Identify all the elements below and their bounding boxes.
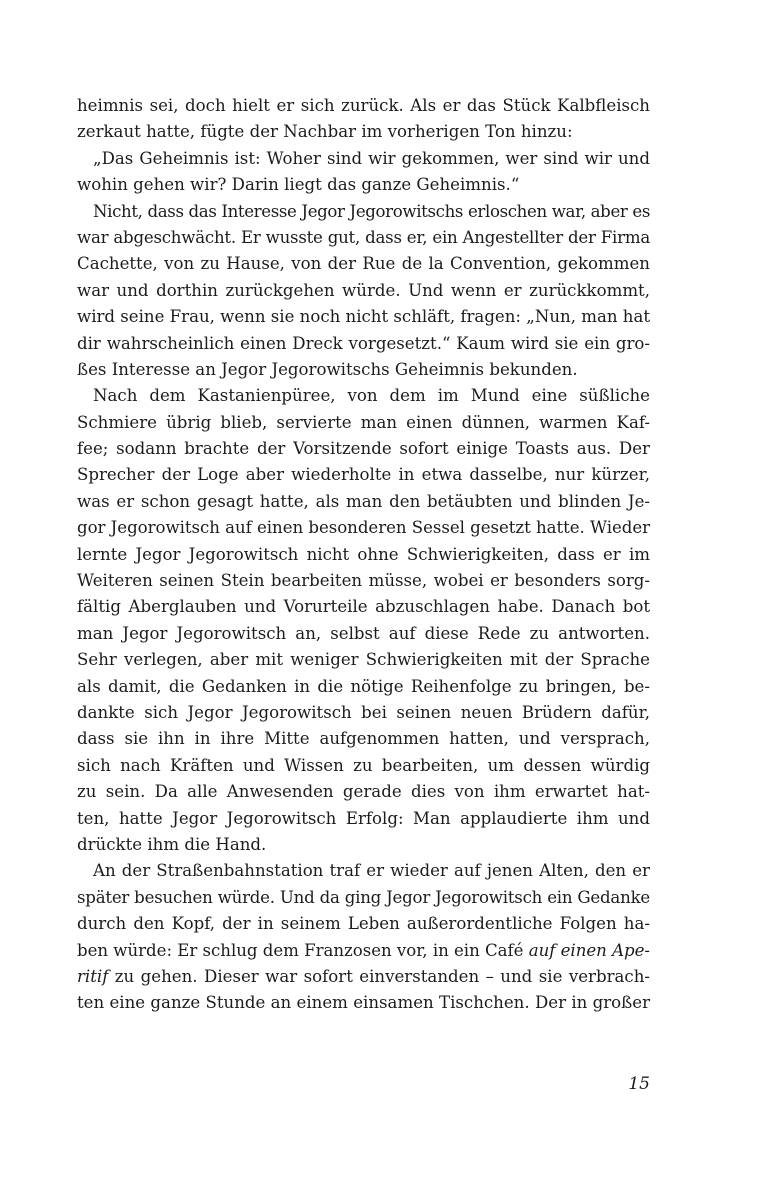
text-segment: Cachette, von zu Hause, von der Rue de la Convention, gekommen bbox=[77, 254, 650, 274]
text-segment: drückte ihm die Hand. bbox=[77, 834, 267, 854]
text-segment: An der Straßenbahnstation traf er wieder auf jenen Alten, den er bbox=[93, 861, 650, 881]
body-text bbox=[77, 93, 650, 1017]
text-line bbox=[77, 251, 650, 277]
text-segment: dass sie ihn in ihre Mitte aufgenommen hatten, und versprach, bbox=[77, 729, 650, 749]
text-line bbox=[77, 383, 650, 409]
text-segment: ten eine ganze Stunde an einem einsamen Tischchen. Der in großer bbox=[77, 993, 650, 1013]
text-line bbox=[77, 806, 650, 832]
text-segment: „Das Geheimnis ist: Woher sind wir gekommen, wer sind wir und bbox=[93, 148, 650, 168]
text-segment: zu sein. Da alle Anwesenden gerade dies von ihm erwartet hat- bbox=[77, 782, 650, 802]
text-line bbox=[77, 700, 650, 726]
italic-text: auf einen Ape- bbox=[528, 940, 651, 960]
page-number: 15 bbox=[628, 1074, 650, 1094]
text-segment: Weiteren seinen Stein bearbeiten müsse, wobei er besonders sorg- bbox=[77, 571, 650, 591]
text-line bbox=[77, 515, 650, 541]
text-line bbox=[77, 410, 650, 436]
text-line bbox=[77, 594, 650, 620]
text-segment: fältig Aberglauben und Vorurteile abzuschlagen habe. Danach bot bbox=[77, 597, 650, 617]
text-line bbox=[77, 489, 650, 515]
text-segment: Sprecher der Loge aber wiederholte in etwa dasselbe, nur kürzer, bbox=[77, 465, 650, 485]
italic-text: ritif bbox=[77, 966, 109, 986]
text-line bbox=[77, 911, 650, 937]
text-segment: fee; sodann brachte der Vorsitzende sofort einige Toasts aus. Der bbox=[77, 439, 650, 459]
text-line bbox=[77, 885, 650, 911]
text-segment: dir wahrscheinlich einen Dreck vorgesetzt.“ Kaum wird sie ein gro- bbox=[77, 333, 650, 353]
text-segment: zerkaut hatte, fügte der Nachbar im vorherigen Ton hinzu: bbox=[77, 122, 573, 142]
text-segment: man Jegor Jegorowitsch an, selbst auf diese Rede zu antworten. bbox=[77, 623, 650, 643]
text-segment: Schmiere übrig blieb, servierte man einen dünnen, warmen Kaf- bbox=[77, 412, 650, 432]
text-segment: ben würde: Er schlug dem Franzosen vor, in ein Café bbox=[77, 940, 529, 960]
text-segment: gor Jegorowitsch auf einen besonderen Sessel gesetzt hatte. Wieder bbox=[77, 518, 651, 538]
text-line bbox=[77, 753, 650, 779]
text-line bbox=[77, 304, 650, 330]
text-line bbox=[77, 568, 650, 594]
text-line bbox=[77, 357, 650, 383]
text-segment: wohin gehen wir? Darin liegt das ganze Geheimnis.“ bbox=[77, 175, 520, 195]
text-line bbox=[77, 964, 650, 990]
text-line bbox=[77, 436, 650, 462]
text-segment: Nicht, dass das Interesse Jegor Jegorowitschs erloschen war, aber es bbox=[93, 201, 651, 221]
text-segment: durch den Kopf, der in seinem Leben außerordentliche Folgen ha- bbox=[77, 914, 650, 934]
text-segment: wird seine Frau, wenn sie noch nicht schläft, fragen: „Nun, man hat bbox=[77, 307, 651, 327]
text-line bbox=[77, 647, 650, 673]
text-line bbox=[77, 331, 650, 357]
text-segment: was er schon gesagt hatte, als man den betäubten und blinden Je- bbox=[77, 491, 650, 511]
text-line bbox=[77, 225, 650, 251]
text-line bbox=[77, 93, 650, 119]
text-segment: ten, hatte Jegor Jegorowitsch Erfolg: Man applaudierte ihm und bbox=[77, 808, 650, 828]
text-segment: lernte Jegor Jegorowitsch nicht ohne Schwierigkeiten, dass er im bbox=[77, 544, 650, 564]
text-segment: dankte sich Jegor Jegorowitsch bei seinen neuen Brüdern dafür, bbox=[77, 702, 650, 722]
text-segment: war abgeschwächt. Er wusste gut, dass er, ein Angestellter der Firma bbox=[77, 227, 650, 247]
text-line bbox=[77, 832, 650, 858]
text-line bbox=[77, 199, 650, 225]
text-line bbox=[77, 779, 650, 805]
text-segment: war und dorthin zurückgehen würde. Und wenn er zurückkommt, bbox=[77, 280, 650, 300]
text-segment: Nach dem Kastanienpüree, von dem im Mund eine süßliche bbox=[93, 386, 650, 406]
text-segment: heimnis sei, doch hielt er sich zurück. Als er das Stück Kalbfleisch bbox=[77, 96, 650, 115]
text-line bbox=[77, 726, 650, 752]
text-segment: als damit, die Gedanken in die nötige Reihenfolge zu bringen, be- bbox=[77, 676, 650, 696]
text-line bbox=[77, 621, 650, 647]
text-line bbox=[77, 674, 650, 700]
text-line bbox=[77, 542, 650, 568]
text-segment: Sehr verlegen, aber mit weniger Schwierigkeiten mit der Sprache bbox=[77, 650, 650, 670]
text-segment: sich nach Kräften und Wissen zu bearbeiten, um dessen würdig bbox=[77, 755, 650, 775]
text-line bbox=[77, 172, 650, 198]
text-segment: ßes Interesse an Jegor Jegorowitschs Geheimnis bekunden. bbox=[77, 359, 578, 379]
text-segment: später besuchen würde. Und da ging Jegor Jegorowitsch ein Gedanke bbox=[77, 887, 651, 907]
text-line bbox=[77, 278, 650, 304]
text-line bbox=[77, 990, 650, 1016]
text-segment: zu gehen. Dieser war sofort einverstanden – und sie verbrach- bbox=[108, 966, 650, 986]
text-line bbox=[77, 938, 650, 964]
text-line bbox=[77, 146, 650, 172]
text-line bbox=[77, 858, 650, 884]
text-line bbox=[77, 119, 650, 145]
text-line bbox=[77, 462, 650, 488]
